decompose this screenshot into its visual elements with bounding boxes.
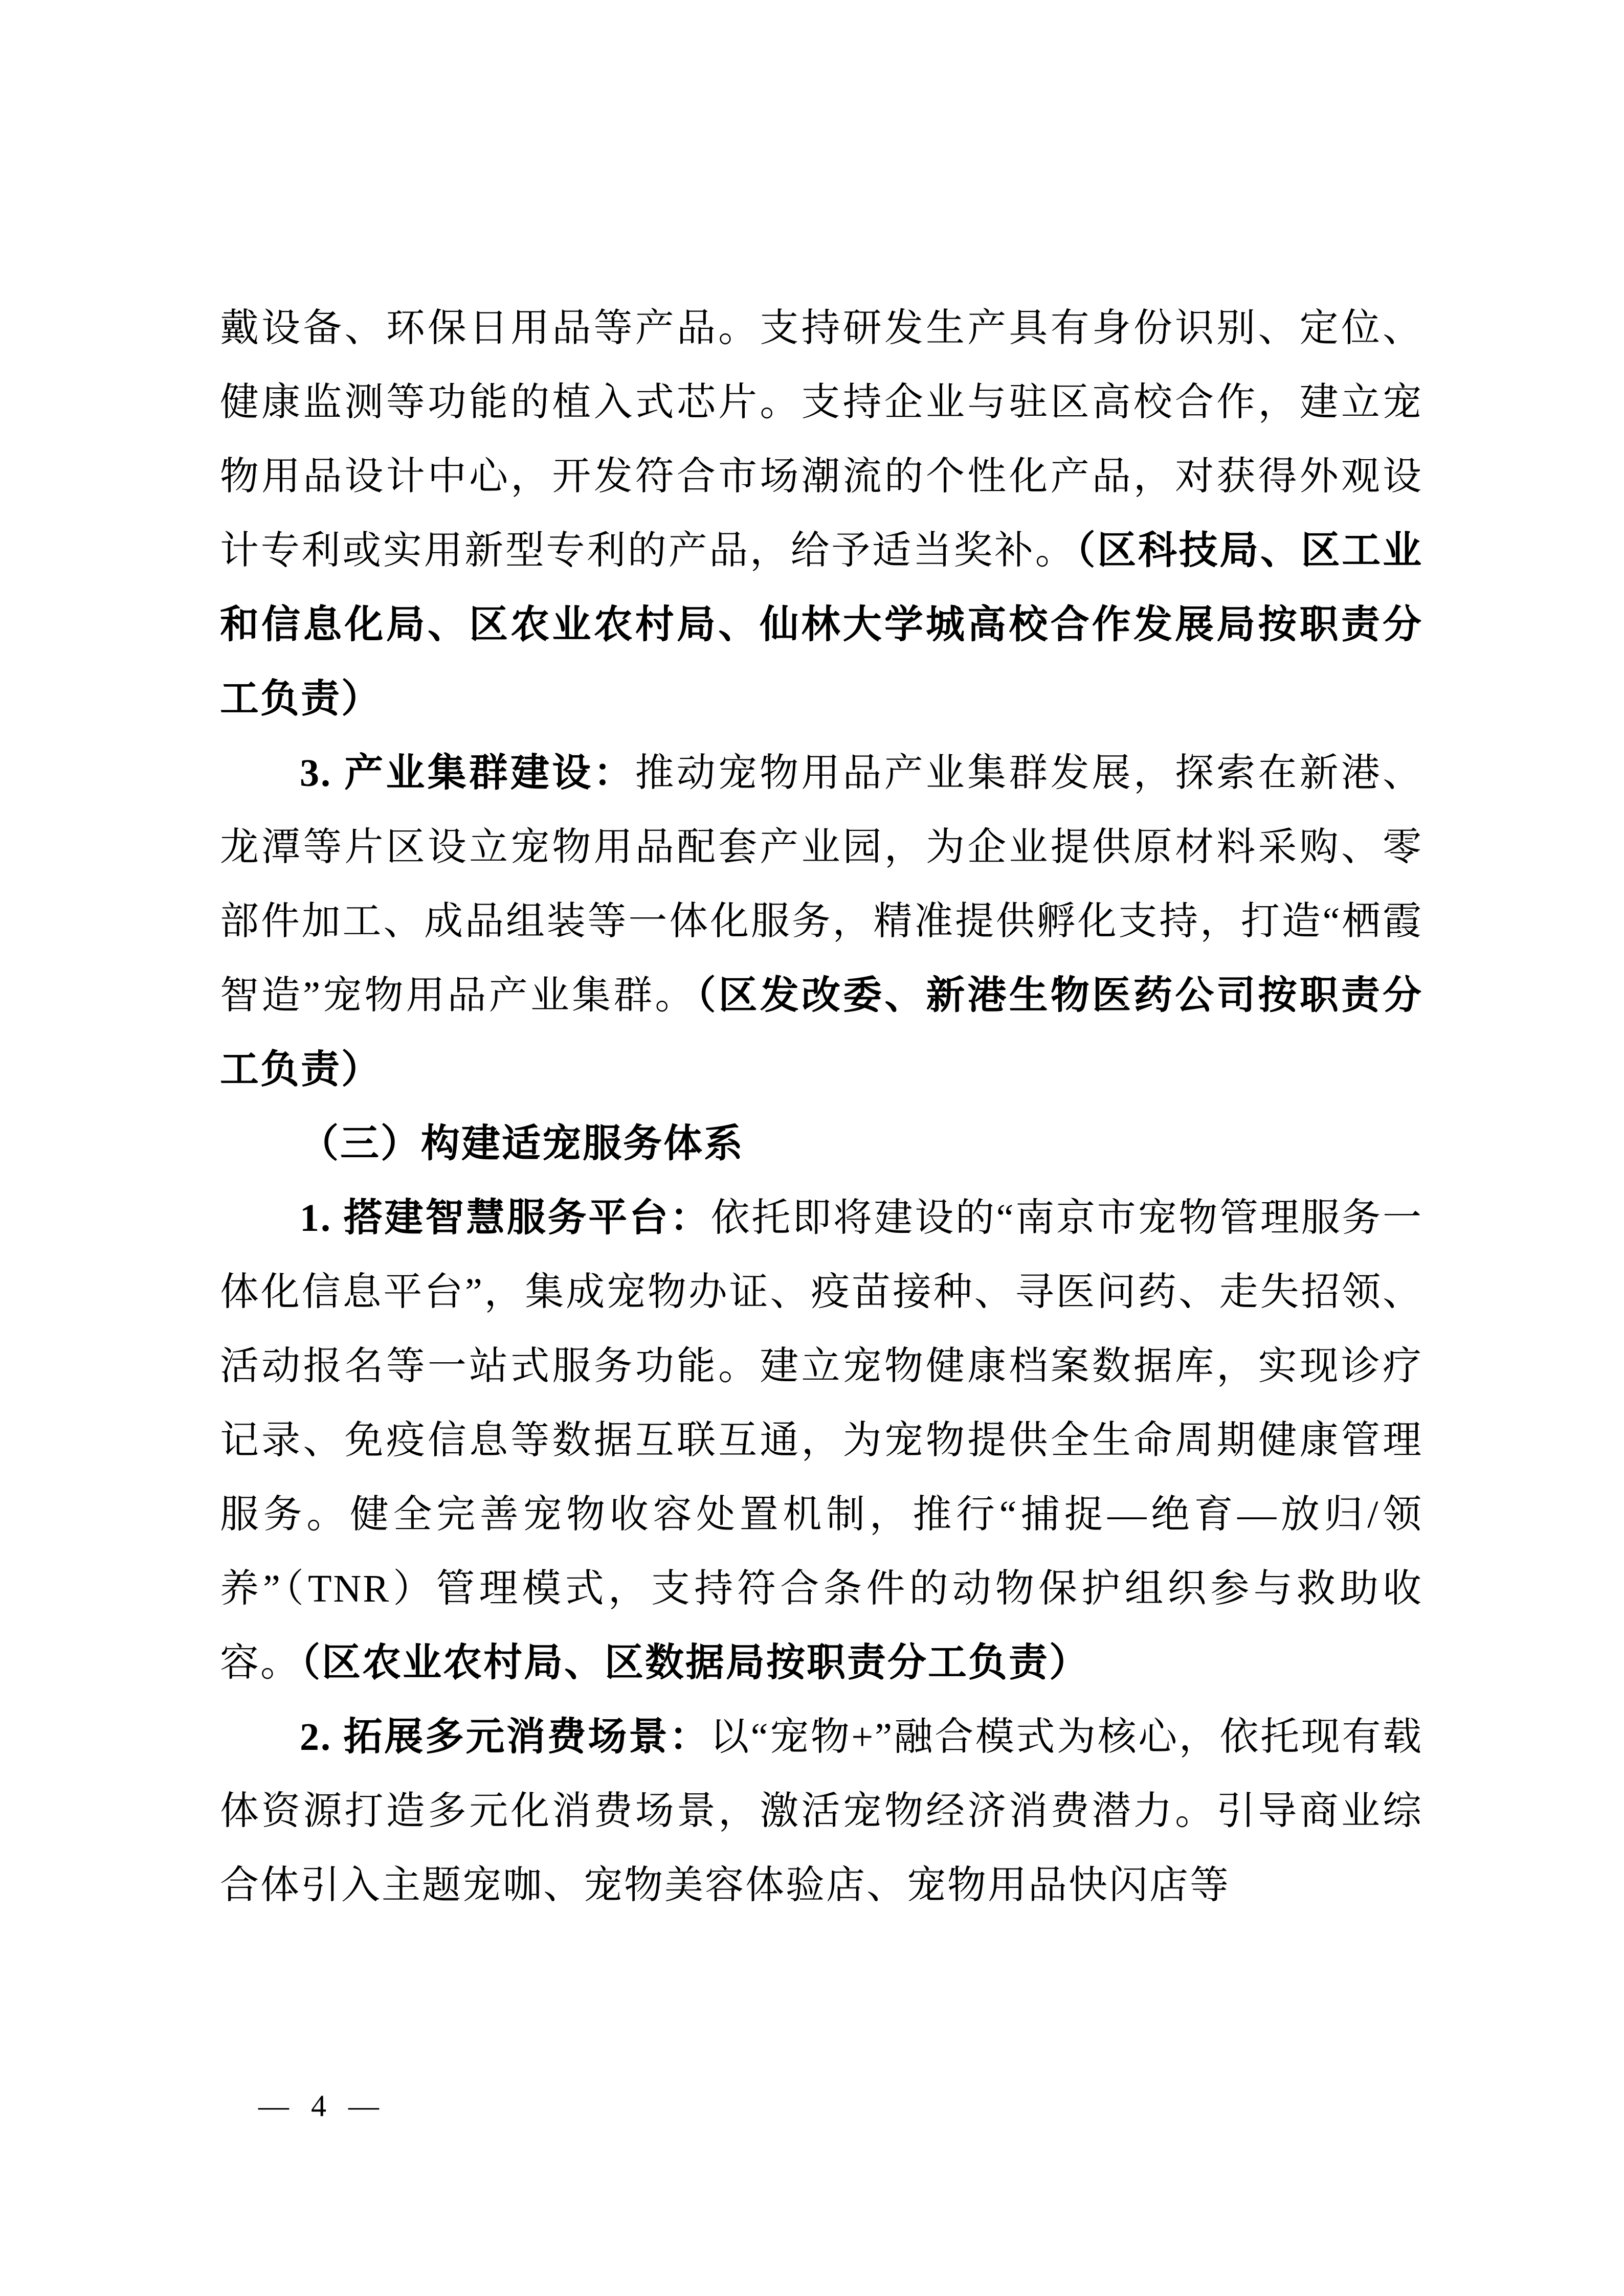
text-segment: 戴设备、环保日用品等产品。支持研发生产具有身份识别、定位、健康监测等功能的植入式芯片。支持企业与驻区高校合作，建立宠物用品设计中心，开发符合市场潮流的个性化产品，对获得外观设计专利或实用新型专利的产品，给予适当奖补。	[220, 307, 1423, 572]
document-body	[220, 291, 1423, 1923]
attribution-segment: （区发改委、新港生物医药公司按职责分工负责）	[220, 974, 1423, 1091]
page-number: — 4 —	[258, 2089, 386, 2123]
section-heading-segment: （三）构建适宠服务体系	[300, 1122, 744, 1165]
text-segment: 推动宠物用品产业集群发展，探索在新港、龙潭等片区设立宠物用品配套产业园，为企业提供原材料采购、零部件加工、成品组装等一体化服务，精准提供孵化支持，打造“栖霞智造”宠物用品产业集群。	[220, 752, 1423, 1017]
text-segment: 依托即将建设的“南京市宠物管理服务一体化信息平台”，集成宠物办证、疫苗接种、寻医问药、走失招领、活动报名等一站式服务功能。建立宠物健康档案数据库，实现诊疗记录、免疫信息等数据互联互通，为宠物提供全生命周期健康管理服务。健全完善宠物收容处置机制，推行“捕捉—绝育—放归/领养”（TNR）管理模式，支持符合条件的动物保护组织参与救助收容。	[220, 1197, 1423, 1684]
paragraph	[220, 1181, 1423, 1700]
heading-inline-segment: 3. 产业集群建设：	[300, 752, 635, 795]
attribution-segment: （区农业农村局、区数据局按职责分工负责）	[301, 1641, 1089, 1684]
paragraph	[220, 736, 1423, 1107]
paragraph	[220, 1700, 1423, 1923]
attribution-segment: （区科技局、区工业和信息化局、区农业农村局、仙林大学城高校合作发展局按职责分工负责）	[220, 529, 1423, 721]
heading-inline-segment: 2. 拓展多元消费场景：	[300, 1716, 710, 1759]
paragraph	[220, 1107, 1423, 1181]
paragraph	[220, 291, 1423, 736]
heading-inline-segment: 1. 搭建智慧服务平台：	[300, 1197, 711, 1240]
text-segment: 以“宠物+”融合模式为核心，依托现有载体资源打造多元化消费场景，激活宠物经济消费潜力。引导商业综合体引入主题宠咖、宠物美容体验店、宠物用品快闪店等	[220, 1716, 1423, 1907]
